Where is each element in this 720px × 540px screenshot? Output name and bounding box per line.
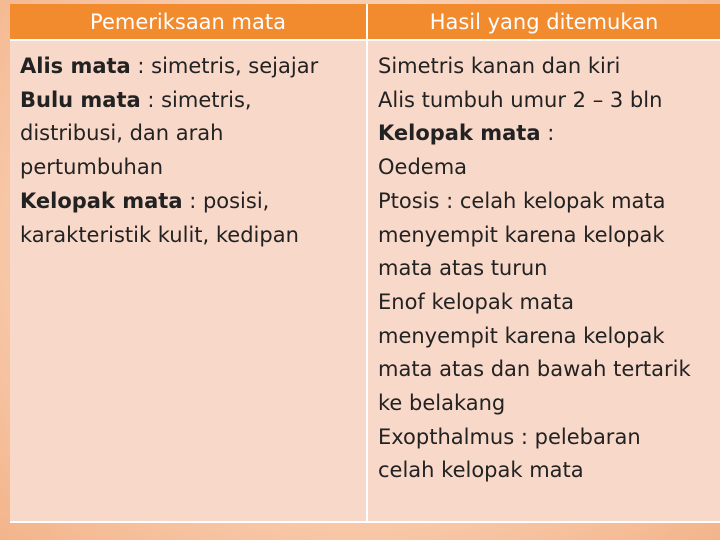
bulu-text-3: pertumbuhan	[20, 155, 164, 180]
alis-text: : simetris, sejajar	[130, 54, 319, 78]
alis-line	[20, 50, 356, 84]
kelopak-text-2: karakteristik kulit, kedipan	[20, 222, 299, 247]
kelopak-label: Kelopak mata	[20, 188, 183, 213]
kelopak-line	[20, 185, 356, 219]
kelopak-text: : posisi,	[182, 188, 270, 213]
hasil-line: mata atas dan bawah tertarik	[378, 357, 691, 382]
bulu-text: : simetris,	[140, 87, 252, 112]
hasil-line: menyempit karena kelopak	[378, 222, 665, 247]
hasil-kelopak-label: Kelopak mata	[378, 121, 541, 146]
hasil-line: Alis tumbuh umur 2 – 3 bln	[378, 87, 663, 112]
cell-hasil	[368, 41, 720, 523]
hasil-line: Ptosis : celah kelopak mata	[378, 188, 666, 213]
cell-pemeriksaan	[10, 41, 368, 523]
bulu-text-2: distribusi, dan arah	[20, 121, 224, 146]
hasil-line: menyempit karena kelopak	[378, 323, 665, 348]
hasil-kelopak-line	[378, 117, 710, 151]
alis-label: Alis mata	[20, 54, 131, 78]
hasil-line: mata atas turun	[378, 256, 548, 281]
examination-table	[10, 4, 720, 523]
header-pemeriksaan: Pemeriksaan mata	[10, 4, 368, 41]
hasil-line: Oedema	[378, 155, 468, 180]
hasil-line: ke belakang	[378, 391, 506, 416]
hasil-line: Simetris kanan dan kiri	[378, 54, 621, 78]
hasil-line: Enof kelopak mata	[378, 289, 574, 314]
hasil-kelopak-text: :	[540, 121, 555, 146]
hasil-line: Exopthalmus : pelebaran	[378, 424, 641, 449]
hasil-line: celah kelopak mata	[378, 458, 584, 483]
bulu-line	[20, 84, 356, 118]
bulu-label: Bulu mata	[20, 87, 141, 112]
header-hasil: Hasil yang ditemukan	[368, 4, 720, 41]
